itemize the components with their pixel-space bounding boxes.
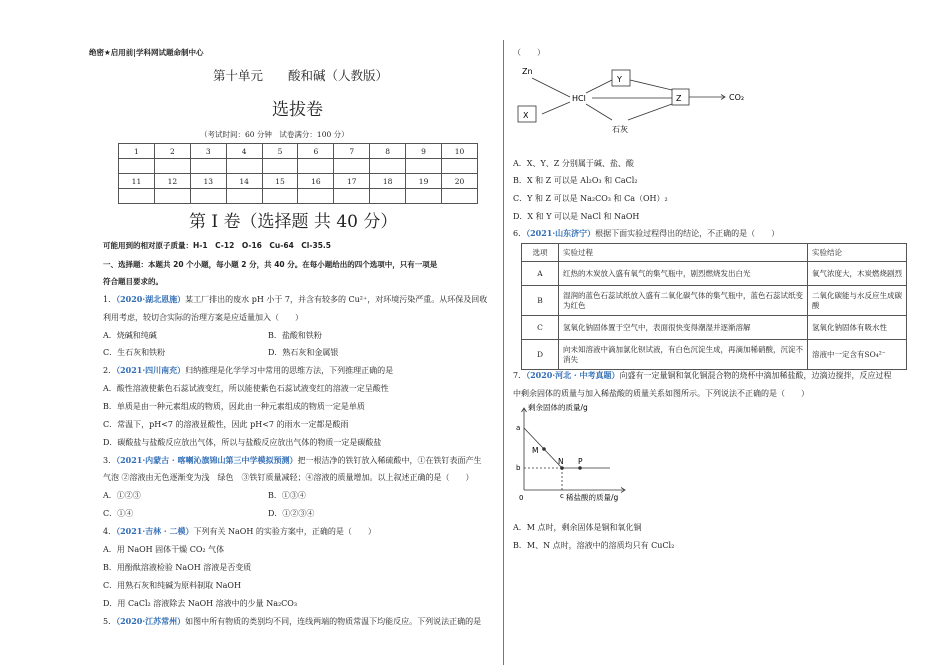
q6-row-a-option: A	[522, 262, 559, 286]
q7-option-b: B．M、N 点时，溶液中的溶质均只有 CuCl₂	[513, 541, 675, 550]
section-title: 第 I 卷（选择题 共 40 分）	[189, 212, 398, 232]
q6-row-b-option: B	[522, 286, 559, 316]
grid-number-cell: 13	[190, 174, 226, 189]
label-limestone: 石灰	[612, 125, 628, 134]
atomic-masses: 可能用到的相对原子质量：H-1 C-12 O-16 Cu-64 Cl-35.5	[103, 241, 331, 250]
grid-answer-cell	[262, 189, 298, 204]
grid-number-cell: 4	[226, 144, 262, 159]
q5-option-c: C．Y 和 Z 可以是 Na₂CO₃ 和 Ca（OH）₂	[513, 194, 668, 203]
point-p	[578, 466, 582, 470]
q7-chart	[510, 402, 640, 507]
grid-number-cell: 11	[119, 174, 155, 189]
grid-number-cell: 14	[226, 174, 262, 189]
answer-grid	[118, 143, 478, 204]
grid-number-cell: 18	[370, 174, 406, 189]
q6-stem: 6．（2021·山东济宁）根据下面实验过程得出的结论，不正确的是（ ）	[513, 228, 780, 238]
label-hcl: HCl	[572, 94, 586, 103]
line-y-z	[630, 80, 672, 90]
chart-label-n: N	[558, 457, 564, 466]
q7-line-1: 7．（2020·河北 · 中考真题）向盛有一定量铜和氧化铜混合物的烧杯中滴加稀盐酸，边滴边搅拌，反应过程	[513, 370, 892, 380]
q5-stem: 5．（2020·江苏常州）如图中所有物质的类别均不同，连线两端的物质常温下均能反应。下列说法正确的是	[103, 616, 482, 626]
grid-number-cell: 1	[119, 144, 155, 159]
q3-option-c: C．①④	[103, 509, 134, 518]
grid-number-cell: 17	[334, 174, 370, 189]
q4-option-a: A．用 NaOH 固体干燥 CO₂ 气体	[103, 545, 225, 554]
grid-number-cell: 15	[262, 174, 298, 189]
grid-answer-cell	[226, 189, 262, 204]
q6-row-c-conclusion: 氢氧化钠固体有吸水性	[808, 316, 907, 340]
q1-source: （2020·湖北恩施）	[116, 294, 186, 304]
q5-option-a: A．X、Y、Z 分别属于碱、盐、酸	[513, 159, 634, 168]
q6-header-option: 选项	[522, 244, 559, 262]
grid-number-cell: 7	[334, 144, 370, 159]
q2-source: （2021·四川南充）	[116, 365, 186, 375]
q4-option-d: D．用 CaCl₂ 溶液除去 NaOH 溶液中的少量 Na₂CO₃	[103, 599, 298, 608]
q6-header-process: 实验过程	[559, 244, 808, 262]
q6-header-conclusion: 实验结论	[808, 244, 907, 262]
grid-answer-cell	[119, 189, 155, 204]
q4-stem: 4．（2021·吉林 · 二模）下列有关 NaOH 的实验方案中，正确的是（ ）	[103, 526, 376, 536]
line-hcl-y	[586, 80, 612, 93]
q3-option-a: A．①②③	[103, 491, 141, 500]
grid-answer-cell	[370, 189, 406, 204]
chart-label-c: c	[560, 492, 564, 500]
q1-line-2: 利用考虑，较切合实际的治理方案是应适量加入（ ）	[103, 313, 303, 322]
q2-option-b: B．单质是由一种元素组成的物质，因此由一种元素组成的物质一定是单质	[103, 402, 365, 411]
q2-option-d: D．碳酸盐与盐酸反应放出气体，所以与盐酸反应放出气体的物质一定是碳酸盐	[103, 438, 382, 447]
grid-number-cell: 19	[406, 174, 442, 189]
q6-row-c-option: C	[522, 316, 559, 340]
paper-title: 选拔卷	[272, 100, 323, 120]
label-zn: Zn	[522, 67, 533, 76]
grid-answer-cell	[442, 189, 478, 204]
grid-answer-cell	[298, 189, 334, 204]
q6-row-d-option: D	[522, 340, 559, 370]
q2-stem: 2．（2021·四川南充）归纳推理是化学学习中常用的思维方法，下列推理正确的是	[103, 365, 394, 375]
q6-row-a-process: 红热的木炭放入盛有氧气的集气瓶中，剧烈燃烧发出白光	[559, 262, 808, 286]
line-limestone-z	[628, 104, 672, 120]
q3-line-1: 3．（2021·内蒙古 · 喀喇沁旗锦山第三中学模拟预测）把一根洁净的铁钉放入稀硫酸中，①在铁钉表面产生	[103, 455, 482, 465]
q4-option-c: C．用熟石灰和纯碱为原料制取 NaOH	[103, 581, 241, 590]
q1-option-c: C．生石灰和铁粉	[103, 348, 166, 357]
q1-option-a: A．烧碱和纯碱	[103, 331, 157, 340]
q5-reaction-diagram	[512, 60, 762, 140]
q5-option-d: D．X 和 Y 可以是 NaCl 和 NaOH	[513, 212, 640, 221]
grid-answer-cell	[334, 189, 370, 204]
grid-answer-cell	[190, 189, 226, 204]
q7-option-a: A．M 点时，剩余固体是铜和氧化铜	[513, 523, 642, 532]
grid-answer-cell	[370, 159, 406, 174]
page-header: 绝密★启用前|学科网试题命制中心	[89, 48, 204, 57]
q3-line-2: 气泡 ②溶液由无色逐渐变为浅 绿色 ③铁钉质量减轻；④溶液的质量增加。以上叙述正确的是（ ）	[103, 473, 474, 482]
q6-row-b-conclusion: 二氧化碳能与水反应生成碳酸	[808, 286, 907, 316]
column-divider	[503, 40, 504, 665]
exam-info: （考试时间：60 分钟 试卷满分：100 分）	[200, 130, 349, 139]
q4-option-b: B．用酚酞溶液检验 NaOH 溶液是否变质	[103, 563, 252, 572]
grid-answer-cell	[298, 159, 334, 174]
grid-number-cell: 12	[154, 174, 190, 189]
line-hcl-limestone	[586, 104, 612, 120]
q6-row-a-conclusion: 氧气浓度大，木炭燃烧剧烈	[808, 262, 907, 286]
q5-source: （2020·江苏常州）	[116, 616, 186, 626]
grid-answer-cell	[406, 189, 442, 204]
chart-ylabel: 剩余固体的质量/g	[528, 403, 588, 412]
q7-source: （2020·河北 · 中考真题）	[526, 370, 620, 380]
q6-row-b-process: 湿润的蓝色石蕊试纸放入盛有二氧化碳气体的集气瓶中，蓝色石蕊试纸变为红色	[559, 286, 808, 316]
q6-row-c-process: 氢氧化钠固体置于空气中，表面很快变得潮湿并逐渐溶解	[559, 316, 808, 340]
point-m	[542, 447, 546, 451]
q6-row-d-process: 向未知溶液中滴加氯化钡试液，有白色沉淀生成，再滴加稀硝酸，沉淀不消失	[559, 340, 808, 370]
label-x: X	[523, 111, 529, 120]
instructions-line-2: 符合题目要求的。	[103, 277, 163, 286]
q6-row-d-conclusion: 溶液中一定含有SO₄²⁻	[808, 340, 907, 370]
grid-number-cell: 9	[406, 144, 442, 159]
chart-origin: 0	[519, 494, 524, 502]
q1-line-1: 1．（2020·湖北恩施）某工厂排出的废水 pH 小于 7，并含有较多的 Cu²⁺，对环境污染严重。从环保及回收	[103, 294, 488, 304]
grid-answer-cell	[226, 159, 262, 174]
grid-number-cell: 16	[298, 174, 334, 189]
chart-label-b: b	[516, 464, 521, 472]
q6-source: （2021·山东济宁）	[526, 228, 596, 238]
grid-answer-cell	[154, 189, 190, 204]
label-z: Z	[676, 94, 682, 103]
q2-option-a: A．酸性溶液使紫色石蕊试液变红，所以能使紫色石蕊试液变红的溶液一定呈酸性	[103, 384, 389, 393]
q2-option-c: C．常温下，pH<7 的溶液显酸性，因此 pH<7 的雨水一定都是酸雨	[103, 420, 349, 429]
line-zn-hcl	[532, 78, 570, 97]
q3-source: （2021·内蒙古 · 喀喇沁旗锦山第三中学模拟预测）	[116, 455, 298, 465]
q1-option-d: D．熟石灰和金属银	[268, 348, 339, 357]
grid-number-cell: 3	[190, 144, 226, 159]
q5-option-b: B．X 和 Z 可以是 Al₂O₃ 和 CaCl₂	[513, 176, 638, 185]
grid-answer-cell	[262, 159, 298, 174]
q3-option-d: D．①②③④	[268, 509, 315, 518]
grid-number-cell: 8	[370, 144, 406, 159]
grid-answer-cell	[154, 159, 190, 174]
q1-option-b: B．盐酸和铁粉	[268, 331, 322, 340]
grid-number-cell: 20	[442, 174, 478, 189]
grid-number-cell: 5	[262, 144, 298, 159]
grid-number-cell: 10	[442, 144, 478, 159]
q4-source: （2021·吉林 · 二模）	[116, 526, 194, 536]
grid-answer-cell	[190, 159, 226, 174]
q6-table	[521, 243, 907, 370]
line-x-hcl	[542, 102, 570, 114]
grid-answer-cell	[119, 159, 155, 174]
label-y: Y	[617, 75, 622, 84]
point-n	[560, 466, 564, 470]
unit-title: 第十单元 酸和碱（人教版）	[213, 68, 389, 83]
chart-xlabel: 稀盐酸的质量/g	[566, 493, 619, 502]
chart-label-m: M	[532, 446, 539, 455]
chart-label-p: P	[578, 457, 583, 466]
q5-continuation: （ ）	[513, 48, 545, 57]
grid-number-cell: 6	[298, 144, 334, 159]
q3-option-b: B．①③④	[268, 491, 306, 500]
grid-answer-cell	[406, 159, 442, 174]
label-co2: CO₂	[729, 93, 745, 102]
grid-answer-cell	[334, 159, 370, 174]
q7-line-2: 中剩余固体的质量与加入稀盐酸的质量关系如图所示。下列说法不正确的是（ ）	[513, 389, 809, 398]
chart-label-a: a	[516, 424, 521, 432]
grid-answer-cell	[442, 159, 478, 174]
grid-number-cell: 2	[154, 144, 190, 159]
instructions-line-1: 一、选择题：本题共 20 个小题，每小题 2 分，共 40 分。在每小题给出的四个选项中，只有一项是	[103, 260, 438, 269]
